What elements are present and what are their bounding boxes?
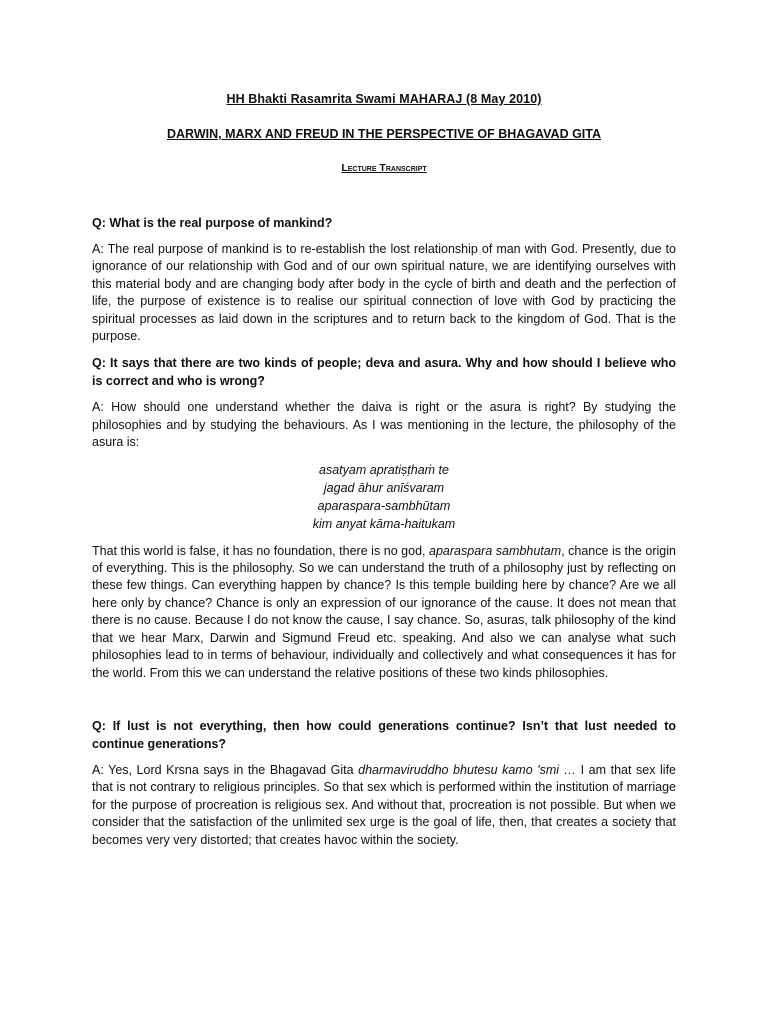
- verse-line: kim anyat kāma-haitukam: [312, 516, 456, 531]
- document-author-date: HH Bhakti Rasamrita Swami MAHARAJ (8 May 2010): [226, 92, 542, 106]
- answer-2: A: How should one understand whether the daiva is right or the asura is right? By studying the philosophies and by studying the behaviours. As I was mentioning in the lecture, the philosophy of the asura is:: [92, 400, 676, 450]
- answer-3-text-start: A: Yes, Lord Krsna says in the Bhagavad Gita: [92, 762, 359, 777]
- answer-2-italic-term: aparaspara sambhutam: [429, 543, 562, 558]
- question-1: Q: What is the real purpose of mankind?: [92, 216, 333, 230]
- answer-2-text-end: , chance is the origin of everything. This is the philosophy. So we can understand the truth of a philosophy just by reflecting on these few things. Can everything happen by chance? Is this temple building here by chance? Are we all here only by chance? Chance is only an expression of our ignorance of the cause. It does not mean that there is no cause. Because I do not know the cause, I say chance. So, asuras, talk philosophy of the kind that we hear Marx, Darwin and Sigmund Freud etc. speaking. And also we can analyse what such philosophies lead to in terms of behaviour, individually and collectively and what consequences it has for the world. From this we can understand the relative positions of these two kinds philosophies.: [92, 543, 676, 680]
- answer-3-italic-quote: dharmaviruddho bhutesu kamo 'smi …: [358, 762, 577, 777]
- verse-line: jagad āhur anīśvaram: [323, 480, 445, 495]
- question-2: Q: It says that there are two kinds of people; deva and asura. Why and how should I believe who is correct and who is wrong?: [92, 356, 676, 389]
- verse-line: asatyam apratiṣṭhaṁ te: [319, 462, 449, 477]
- sanskrit-verse: [92, 461, 676, 533]
- document-title: DARWIN, MARX AND FREUD IN THE PERSPECTIVE OF BHAGAVAD GITA: [166, 127, 602, 141]
- document-subtitle: Lecture Transcript: [341, 162, 427, 174]
- answer-3-text-end: I am that sex life that is not contrary to religious principles. So that sex which is performed within the institution of marriage for the purpose of procreation is religious sex. And without that, procreation is not possible. But when we consider that the satisfaction of the unlimited sex urge is the goal of life, then, that creates a society that becomes very very distorted; that creates havoc within the society.: [92, 762, 676, 847]
- section-gap: [92, 691, 676, 717]
- answer-3: [92, 762, 676, 849]
- verse-line: aparaspara-sambhūtam: [317, 498, 451, 513]
- answer-1: A: The real purpose of mankind is to re-establish the lost relationship of man with God. Presently, due to ignorance of our relationship with God and of our own spiritual nature, we are identifying ourselves with this material body and are changing body after body in the cycle of birth and death and the perfection of life, the purpose of existence is to realise our spiritual connection of love with God by practicing the spiritual processes as laid down in the scriptures and to return back to the kingdom of God. That is the purpose.: [92, 242, 676, 344]
- answer-2-continued: [92, 543, 676, 682]
- answer-2-text-start: That this world is false, it has no foundation, there is no god,: [92, 543, 430, 558]
- question-3: Q: If lust is not everything, then how could generations continue? Isn’t that lust needed to continue generations?: [92, 718, 676, 751]
